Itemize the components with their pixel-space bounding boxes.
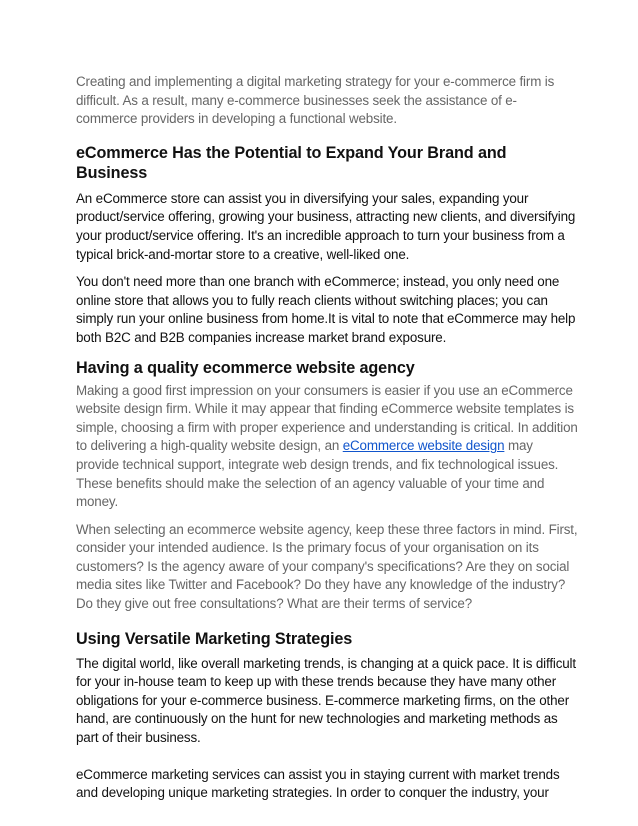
section2-paragraph-2: When selecting an ecommerce website agency, keep these three factors in mind. First, consider your intended audience. Is the primary focus of your organisation on its customers? Is the agency aware of your company's specifications? Are they on social media sites like Twitter and Facebook? Do they have any knowledge of the industry? Do they give out free consultations? What are their terms of service? [76, 521, 578, 612]
section2-paragraph-1-text-a: Making a good first impression on your consumers is easier if you use an eCommerce website design firm. While it may appear that finding eCommerce website templates is simple, choosing a firm with proper experience and understanding is critical. In addition to delivering a high-quality website design, an [76, 382, 578, 454]
section2-paragraph-1-text-b: may provide technical support, integrate web design trends, and fix technological issues. These benefits should make the selection of an agency valuable of your time and money. [76, 438, 559, 510]
section-heading-expand-brand: eCommerce Has the Potential to Expand Your Brand and Business [76, 143, 507, 182]
section-heading-marketing-strategies: Using Versatile Marketing Strategies [76, 629, 353, 648]
section1-paragraph-1: An eCommerce store can assist you in diversifying your sales, expanding your product/service offering, growing your business, attracting new clients, and diversifying your product/service offering. It's an incredible approach to turn your business from a typical brick-and-mortar store to a creative, well-liked one. [76, 190, 576, 262]
section1-paragraph-2: You don't need more than one branch with eCommerce; instead, you only need one online store that allows you to fully reach clients without switching places; you can simply run your online business from home.It is vital to note that eCommerce may help both B2C and B2B companies increase market brand exposure. [76, 274, 576, 345]
section3-paragraph-1: The digital world, like overall marketing trends, is changing at a quick pace. It is difficult for your in-house team to keep up with these trends because they have many other obligations for your e-commerce business. E-commerce marketing firms, on the other hand, are continuously on the hunt for new technologies and marketing methods as part of their business. [76, 655, 576, 746]
section3-paragraph-2: eCommerce marketing services can assist you in staying current with market trends and developing unique marketing strategies. In order to conquer the industry, your [76, 766, 560, 801]
section-heading-website-agency: Having a quality ecommerce website agency [76, 358, 415, 377]
ecommerce-website-design-link[interactable]: eCommerce website design [342, 438, 505, 454]
section2-paragraph-1 [76, 382, 578, 512]
intro-paragraph: Creating and implementing a digital marketing strategy for your e-commerce firm is difficult. As a result, many e-commerce businesses seek the assistance of e-commerce providers in developing a functional website. [76, 74, 555, 127]
